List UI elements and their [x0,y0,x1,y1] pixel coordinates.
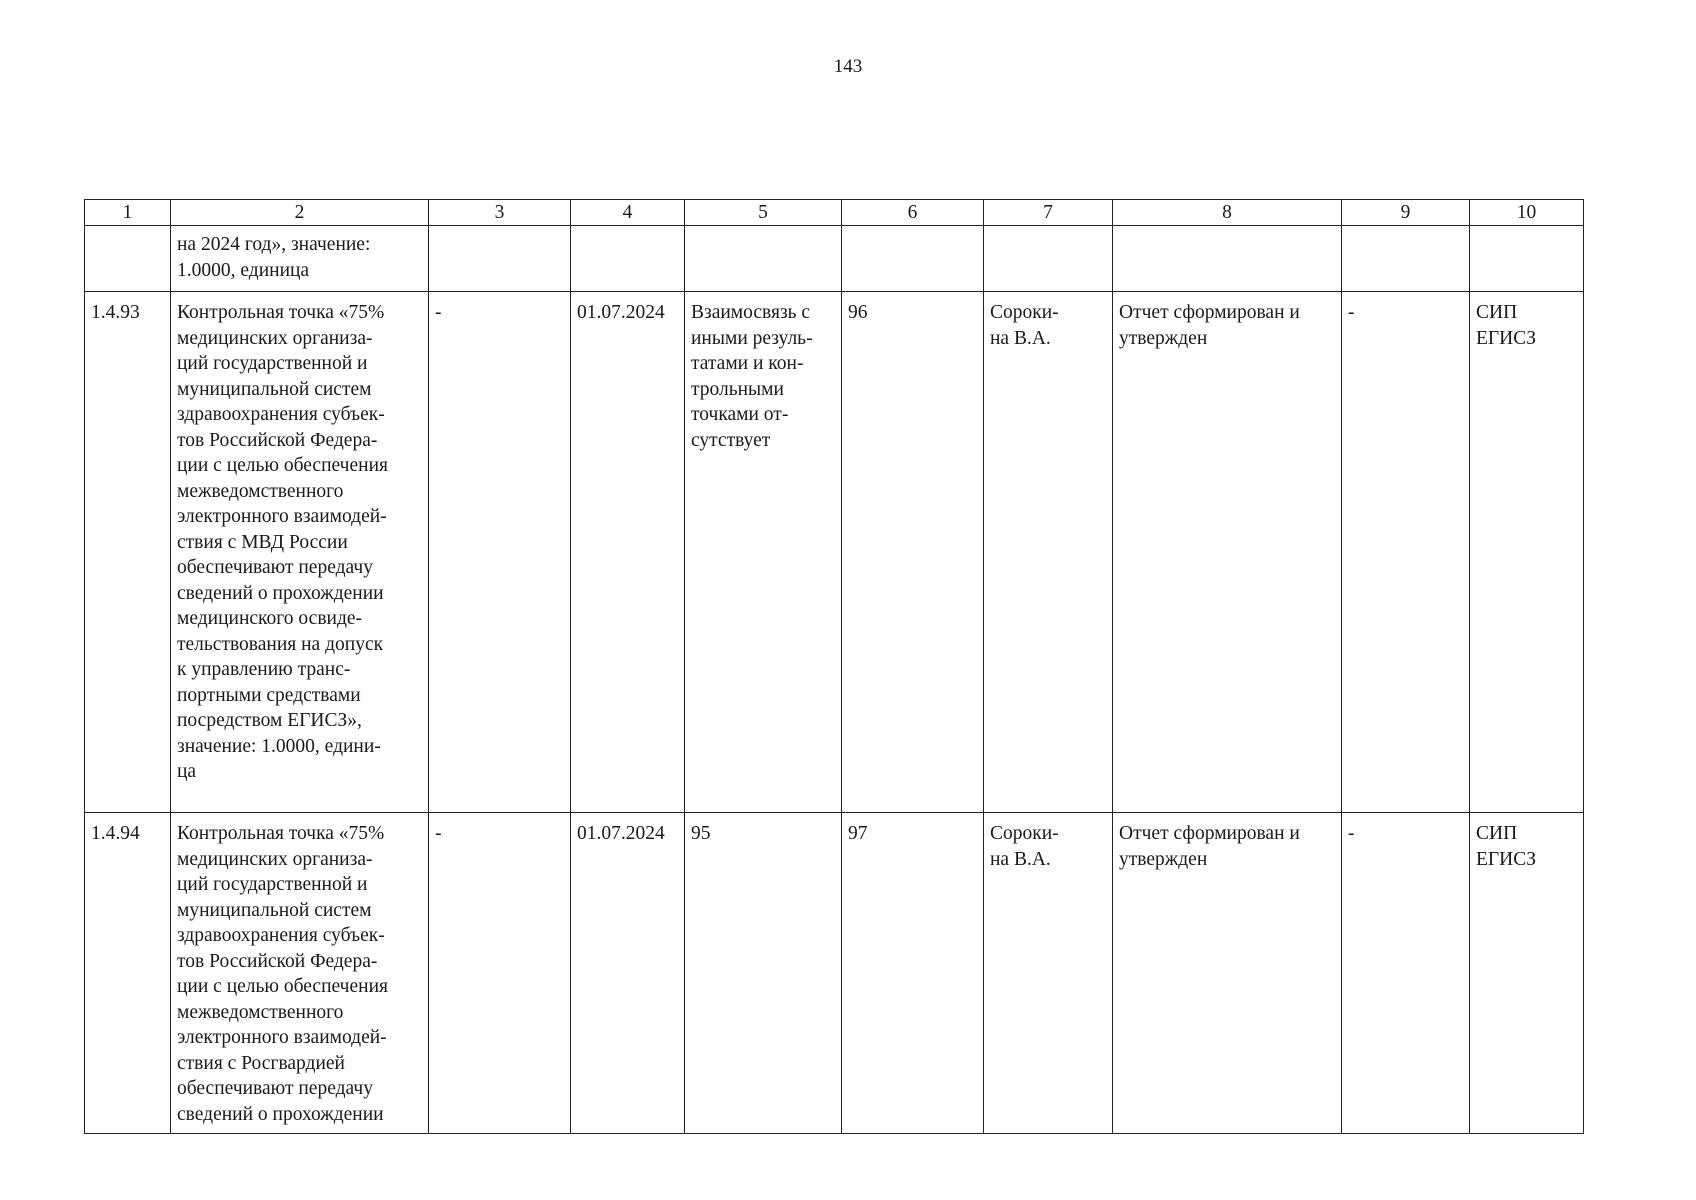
table-cell [171,226,429,292]
table-cell [1342,226,1470,292]
table-cell [571,813,685,1134]
cell-text: СИП ЕГИСЗ [1476,823,1537,870]
responsible-person: Сороки- на В.А. [990,823,1059,870]
column-header: 7 [984,200,1113,226]
column-header: 6 [842,200,984,226]
page-number: 143 [833,56,863,77]
column-header: 3 [429,200,571,226]
table-cell [571,292,685,813]
cell-text: 97 [848,823,868,844]
responsible-person: Сороки- на В.А. [990,302,1059,349]
column-header: 2 [171,200,429,226]
table-cell [1470,292,1584,813]
row-number: 1.4.93 [91,302,140,323]
column-header: 9 [1342,200,1470,226]
table-row [85,226,1584,292]
cell-text: Отчет сформирован и утвержден [1119,302,1300,349]
cell-text: - [1348,823,1355,844]
cell-text: 95 [691,823,711,844]
table-cell [842,813,984,1134]
cell-text: 96 [848,302,868,323]
table-cell [685,226,842,292]
column-header: 5 [685,200,842,226]
table-cell [842,292,984,813]
table-cell [429,226,571,292]
cell-text: Контрольная точка «75% медицинских организа- ций государственной и муниципальной систем здравоохранения субъек- тов Российской Федера- ции с целью обеспечения межведомственного электронного взаимодей- ствия с МВД России обеспечивают передачу сведений о прохождении медицинского освиде- тельствования на допуск к управлению транс- портными средствами посредством ЕГИСЗ», значение: 1.0000, едини- ца [177,302,388,782]
cell-text: Взаимосвязь с иными резуль- татами и кон- трольными точками от- сутствует [691,302,813,451]
table-cell [1113,292,1342,813]
table-cell [571,226,685,292]
column-header: 1 [85,200,171,226]
table-cell [171,813,429,1134]
row-number: 1.4.94 [91,823,140,844]
table-cell [85,292,171,813]
table-cell [1342,292,1470,813]
table-cell [429,292,571,813]
table-cell [1470,226,1584,292]
cell-text: - [435,302,442,323]
table-row [85,292,1584,813]
cell-text: - [1348,302,1355,323]
table-row [85,813,1584,1134]
date-text: 01.07.2024 [577,302,665,323]
table-cell [1113,226,1342,292]
table-cell [85,226,171,292]
table-cell [1113,813,1342,1134]
column-header: 4 [571,200,685,226]
table-header-row [85,200,1584,226]
table-cell [1342,813,1470,1134]
table-cell [685,292,842,813]
table-cell [171,292,429,813]
cell-text: Отчет сформирован и утвержден [1119,823,1300,870]
table-cell [984,226,1113,292]
table-cell [1470,813,1584,1134]
table-cell [429,813,571,1134]
column-header: 8 [1113,200,1342,226]
table-cell [685,813,842,1134]
cell-text: - [435,823,442,844]
date-text: 01.07.2024 [577,823,665,844]
table-cell [85,813,171,1134]
document-table [84,199,1584,1134]
cell-text: СИП ЕГИСЗ [1476,302,1537,349]
cell-text: Контрольная точка «75% медицинских организа- ций государственной и муниципальной систем здравоохранения субъек- тов Российской Федера- ции с целью обеспечения межведомственного электронного взаимодей- ствия с Росгвардией обеспечивают передачу сведений о прохождении [177,823,388,1125]
table-cell [842,226,984,292]
table-cell [984,292,1113,813]
table-cell [984,813,1113,1134]
cell-text: на 2024 год», значение: 1.0000, единица [177,234,371,281]
column-header: 10 [1470,200,1584,226]
